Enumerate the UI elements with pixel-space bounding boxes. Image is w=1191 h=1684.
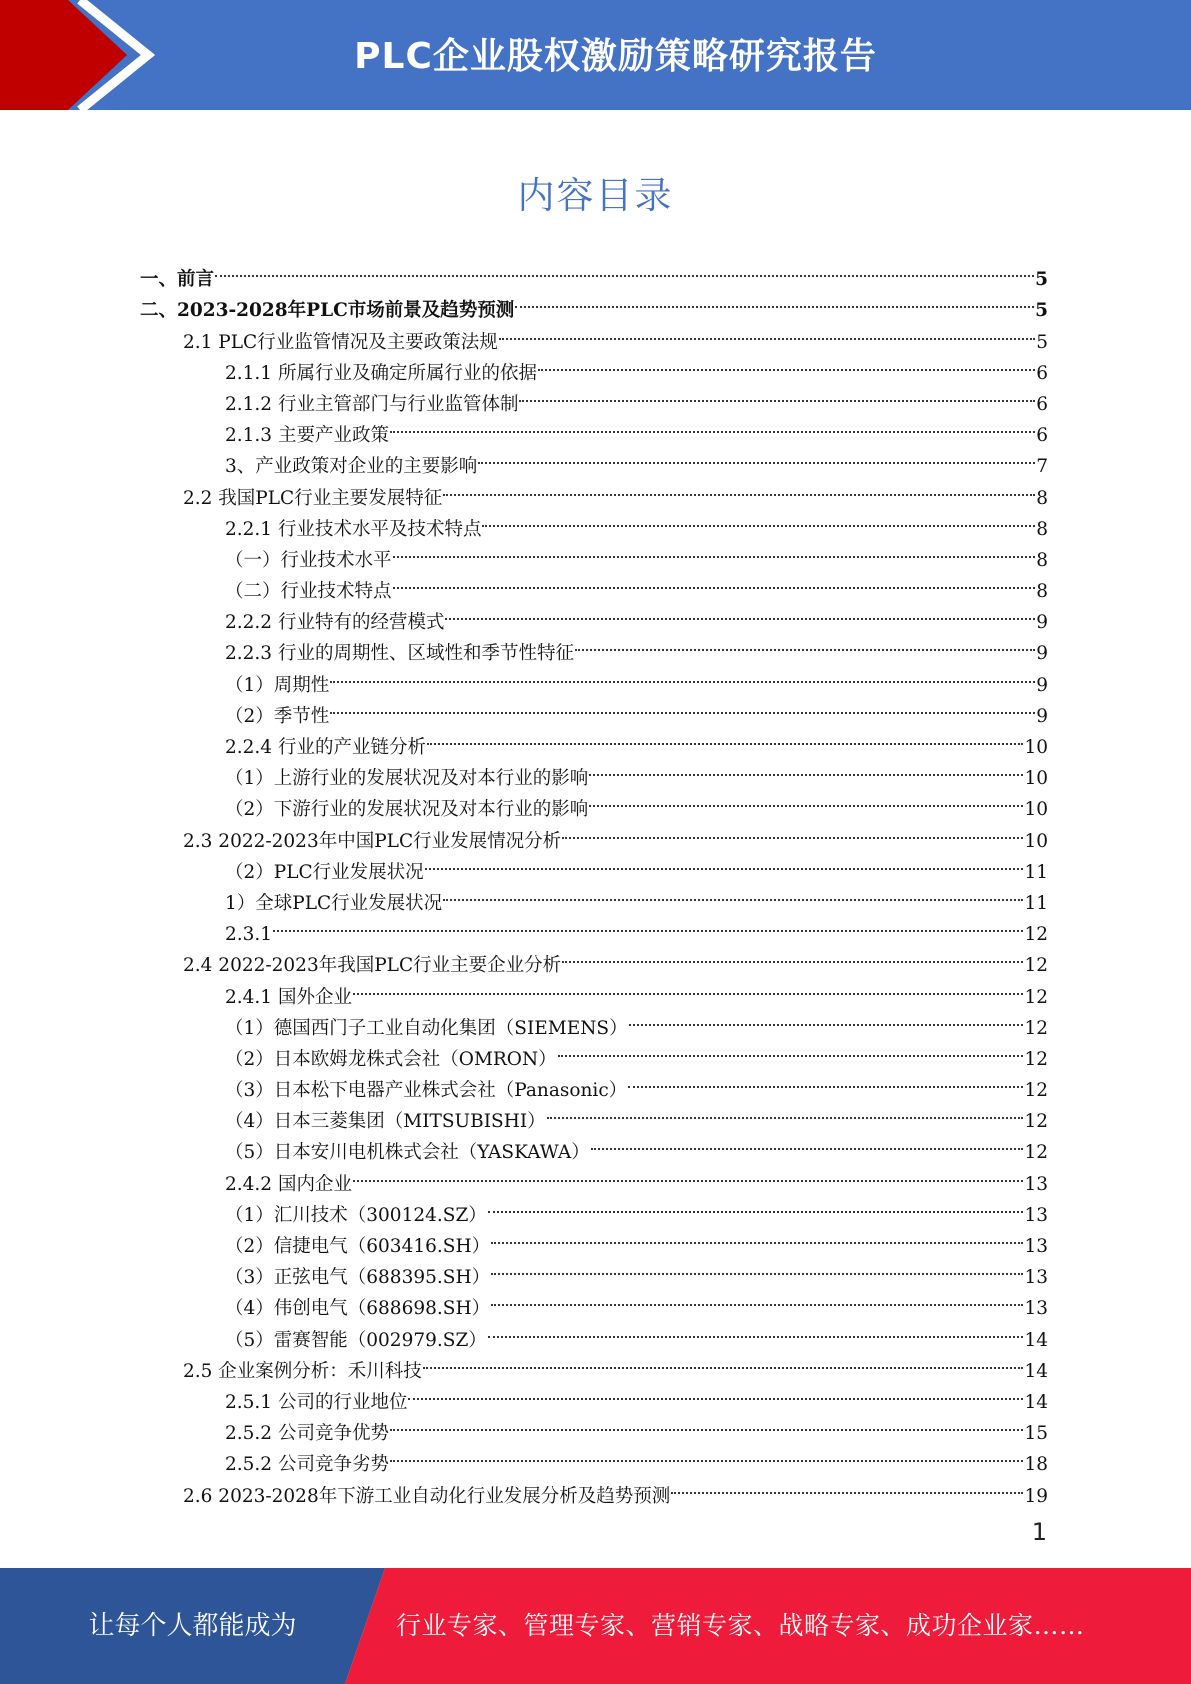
toc-entry-label: （2）日本欧姆龙株式会社（OMRON） [225, 1048, 557, 1070]
toc-entry-page: 14 [1024, 1360, 1048, 1382]
toc-dot-leader [589, 784, 1023, 815]
toc-dot-leader [273, 909, 1023, 940]
toc-entry-label: （5）雷赛智能（002979.SZ） [225, 1329, 487, 1351]
toc-entry-page: 13 [1024, 1173, 1048, 1195]
toc-entry[interactable] [140, 909, 1048, 946]
toc-entry-page: 5 [1036, 331, 1048, 353]
toc-entry-page: 8 [1036, 581, 1048, 603]
toc-dot-leader [491, 1252, 1023, 1283]
toc-entry-page: 14 [1024, 1391, 1048, 1413]
toc-entry-page: 10 [1024, 768, 1048, 790]
toc-entry-label: （二）行业技术特点 [225, 581, 392, 603]
toc-entry-label: 2.4 2022-2023年我国PLC行业主要企业分析 [183, 955, 562, 977]
toc-dot-leader [519, 379, 1035, 410]
toc-entry-label: （3）正弦电气（688395.SH） [225, 1267, 491, 1289]
toc-entry-label: 二、2023-2028年PLC市场前景及趋势预测 [140, 300, 515, 322]
toc-entry-label: （2）下游行业的发展状况及对本行业的影响 [225, 799, 589, 821]
toc-dot-leader [443, 878, 1023, 909]
toc-dot-leader [491, 1283, 1023, 1314]
toc-entry-label: （3）日本松下电器产业株式会社（Panasonic） [225, 1080, 628, 1102]
toc-entry-page: 13 [1024, 1236, 1048, 1257]
toc-dot-leader [215, 254, 1034, 285]
toc-dot-leader [330, 659, 1035, 690]
toc-entry-page: 9 [1036, 705, 1048, 727]
toc-entry-label: （1）德国西门子工业自动化集团（SIEMENS） [225, 1017, 628, 1039]
toc-entry-page: 9 [1036, 612, 1048, 634]
toc-entry-label: 2.5.1 公司的行业地位 [225, 1391, 408, 1413]
table-of-contents [140, 254, 1048, 1507]
toc-dot-leader [427, 722, 1023, 753]
toc-dot-leader [393, 535, 1036, 566]
toc-entry-page: 13 [1024, 1204, 1048, 1226]
toc-entry-label: 一、前言 [140, 269, 215, 291]
toc-dot-leader [671, 1470, 1023, 1501]
toc-dot-leader [425, 847, 1024, 878]
toc-heading: 内容目录 [517, 174, 674, 217]
toc-entry-page: 12 [1024, 1111, 1048, 1133]
toc-entry-page: 14 [1024, 1329, 1048, 1351]
toc-entry-page: 8 [1036, 549, 1048, 571]
toc-dot-leader [390, 1439, 1023, 1470]
toc-entry-label: 2.2.4 行业的产业链分析 [225, 737, 426, 758]
toc-entry-page: 10 [1024, 737, 1048, 758]
toc-dot-leader [499, 316, 1036, 347]
toc-entry-page: 10 [1024, 830, 1048, 852]
toc-entry-label: 2.4.2 国内企业 [225, 1173, 352, 1195]
toc-entry-page: 6 [1036, 425, 1048, 447]
toc-entry-page: 6 [1036, 362, 1048, 384]
toc-entry-page: 13 [1024, 1298, 1048, 1320]
toc-dot-leader [575, 628, 1035, 659]
toc-dot-leader [628, 1065, 1023, 1096]
toc-entry-label: 3、产业政策对企业的主要影响 [225, 456, 478, 478]
toc-entry-label: 2.6 2023-2028年下游工业自动化行业发展分析及趋势预测 [183, 1485, 671, 1507]
page-header [0, 0, 1191, 110]
toc-entry-label: 2.5.2 公司竞争劣势 [225, 1454, 389, 1476]
toc-dot-leader [443, 472, 1035, 503]
toc-entry-page: 19 [1024, 1485, 1048, 1507]
toc-dot-leader [558, 1034, 1024, 1065]
toc-dot-leader [547, 1096, 1024, 1127]
toc-dot-leader [515, 285, 1034, 316]
toc-entry-label: 2.1.2 行业主管部门与行业监管体制 [225, 393, 519, 415]
toc-dot-leader [390, 410, 1035, 441]
toc-entry-page: 15 [1024, 1423, 1048, 1445]
toc-dot-leader [393, 566, 1036, 597]
toc-dot-leader [478, 441, 1035, 472]
toc-entry-page: 10 [1024, 799, 1048, 821]
toc-entry-label: （1）上游行业的发展状况及对本行业的影响 [225, 768, 589, 790]
toc-entry-page: 18 [1024, 1454, 1048, 1476]
toc-entry-label: （5）日本安川电机株式会社（YASKAWA） [225, 1142, 590, 1164]
toc-entry-page: 12 [1024, 1142, 1048, 1164]
toc-entry-label: 2.4.1 国外企业 [225, 986, 352, 1008]
toc-dot-leader [330, 691, 1035, 722]
footer-tagline: 行业专家、管理专家、营销专家、战略专家、成功企业家…… [396, 1611, 1085, 1640]
toc-entry-page: 12 [1024, 986, 1048, 1008]
toc-dot-leader [562, 940, 1023, 971]
toc-entry-page: 5 [1035, 300, 1048, 322]
toc-entry-label: （4）日本三菱集团（MITSUBISHI） [225, 1111, 546, 1133]
page-number: 1 [1031, 1518, 1047, 1546]
toc-entry-page: 9 [1036, 643, 1048, 665]
toc-entry-label: 2.1.3 主要产业政策 [225, 425, 389, 447]
toc-entry-label: 1）全球PLC行业发展状况 [225, 892, 443, 914]
toc-dot-leader [390, 1408, 1023, 1439]
toc-entry-page: 11 [1024, 892, 1048, 914]
toc-entry-label: 2.1 PLC行业监管情况及主要政策法规 [183, 331, 498, 353]
toc-dot-leader [488, 1190, 1024, 1221]
toc-entry-page: 6 [1036, 393, 1048, 415]
toc-dot-leader [591, 1127, 1024, 1158]
report-title: PLC企业股权激励策略研究报告 [354, 36, 877, 77]
toc-entry-label: （2）信捷电气（603416.SH） [225, 1236, 491, 1257]
toc-dot-leader [538, 348, 1035, 379]
toc-entry-label: 2.3 2022-2023年中国PLC行业发展情况分析 [183, 830, 562, 852]
toc-dot-leader [488, 1314, 1024, 1345]
toc-entry-page: 7 [1036, 456, 1048, 478]
toc-entry-label: （1）周期性 [225, 674, 330, 696]
toc-dot-leader [408, 1377, 1023, 1408]
toc-dot-leader [589, 753, 1023, 784]
toc-entry-page: 8 [1036, 518, 1048, 540]
page-footer [0, 1568, 1191, 1684]
toc-dot-leader [629, 1003, 1024, 1034]
toc-entry-page: 11 [1024, 861, 1048, 883]
toc-entry-page: 12 [1024, 1017, 1048, 1039]
toc-entry-page: 13 [1024, 1267, 1048, 1289]
toc-entry-page: 12 [1024, 1048, 1048, 1070]
toc-dot-leader [353, 971, 1024, 1002]
toc-dot-leader [445, 597, 1035, 628]
toc-entry-label: 2.1.1 所属行业及确定所属行业的依据 [225, 362, 537, 384]
toc-entry-page: 8 [1036, 487, 1048, 509]
toc-entry-label: 2.5.2 公司竞争优势 [225, 1423, 389, 1445]
toc-entry[interactable] [140, 285, 1048, 322]
toc-entry-label: 2.2.2 行业特有的经营模式 [225, 612, 445, 634]
toc-entry-label: 2.2.1 行业技术水平及技术特点 [225, 518, 482, 540]
toc-entry-label: （一）行业技术水平 [225, 549, 392, 571]
toc-dot-leader [353, 1158, 1024, 1189]
toc-entry[interactable] [140, 940, 1048, 977]
footer-slogan: 让每个人都能成为 [88, 1611, 297, 1641]
toc-entry-label: 2.3.1 [225, 924, 273, 946]
toc-entry-label: （1）汇川技术（300124.SZ） [225, 1204, 487, 1226]
toc-entry-page: 12 [1024, 1080, 1048, 1102]
toc-entry-page: 12 [1024, 955, 1048, 977]
toc-entry-label: （4）伟创电气（688698.SH） [225, 1298, 491, 1320]
toc-entry-page: 12 [1024, 924, 1048, 946]
toc-entry-page: 9 [1036, 674, 1048, 696]
toc-entry-label: 2.2 我国PLC行业主要发展特征 [183, 487, 443, 509]
toc-entry-label: 2.5 企业案例分析：禾川科技 [183, 1360, 422, 1382]
toc-entry-label: （2）PLC行业发展状况 [225, 861, 424, 883]
toc-dot-leader [491, 1221, 1023, 1252]
toc-entry-label: 2.2.3 行业的周期性、区域性和季节性特征 [225, 643, 574, 665]
toc-entry-page: 5 [1035, 269, 1048, 291]
toc-dot-leader [562, 815, 1023, 846]
toc-entry-label: （2）季节性 [225, 705, 330, 727]
toc-dot-leader [423, 1346, 1024, 1377]
toc-dot-leader [482, 504, 1035, 535]
toc-entry[interactable] [140, 254, 1048, 291]
